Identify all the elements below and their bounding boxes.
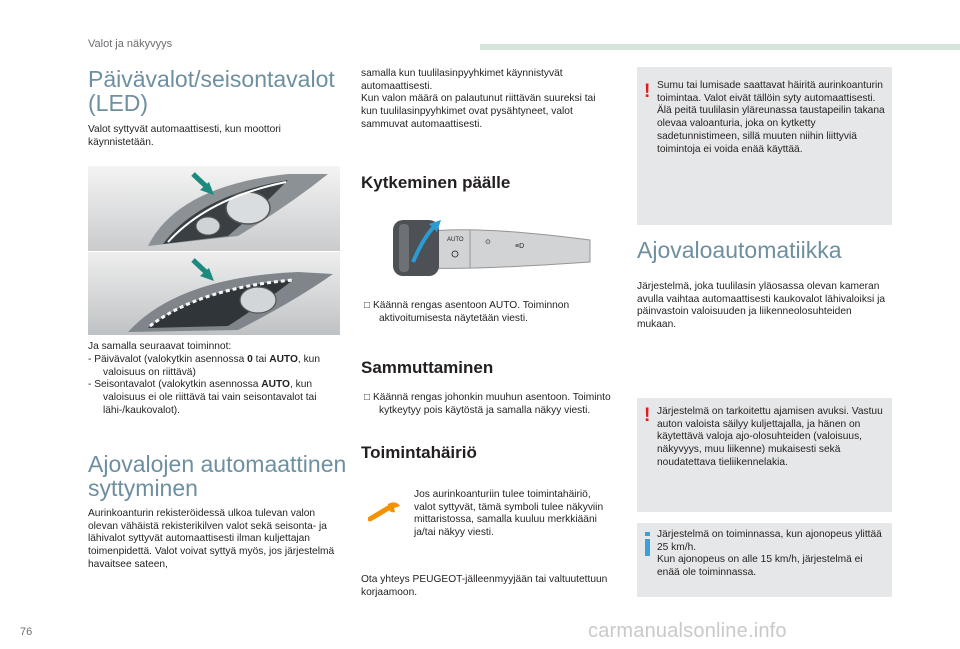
warning-icon: !: [644, 81, 651, 102]
malfunction-title: Toimintahäiriö: [361, 443, 477, 462]
page-number: 76: [20, 626, 33, 638]
malfunction-text: Jos aurinkoanturiin tulee toimintahäiriö, valot syttyvät, tämä symboli tulee näkyviin mittaristossa, samalla kuuluu merkkiääni ja/tai näkyy viesti.: [414, 489, 604, 539]
auto-headlamps-title: [88, 452, 348, 500]
switch-off-title: Sammuttaminen: [361, 358, 494, 377]
info-icon: [645, 532, 650, 556]
functions-item: - Seisontavalot (valokytkin asennossa AUTO, kun valoisuus ei ole riittävä tai vain seisontavalot tai lähi-/kaukovalot).: [88, 379, 317, 416]
switch-on-step: □ Käännä rengas asentoon AUTO. Toiminnon aktivoitumisesta näytetään viesti.: [364, 300, 570, 324]
drl-title: [88, 67, 348, 115]
header-bar: [480, 44, 960, 50]
svg-text:⊙: ⊙: [485, 239, 491, 246]
auto-text-continued: samalla kun tuulilasinpyyhkimet käynnistyvät automaattisesti. Kun valon määrä on palautunut riittävän suureksi tai kun tuulilasinpyyhkimet ovat pysähtyneet, valot sammuvat automaattisesti.: [361, 68, 596, 130]
drl-title-line2: (LED): [88, 90, 149, 116]
auto-text: Aurinkoanturin rekisteröidessä ulkoa tulevan valon olevan vähäistä rekisterikilven valot sekä seisonta- ja lähivalot syttyvät automaattisesti ilman kuljettajan toimenpidettä. Valot voivat syttyä myös, jos järjestelmä havaitsee sateen,: [88, 508, 335, 570]
warning-box-assist: [637, 398, 892, 512]
drl-title-line1: Päivävalot/seisontavalot: [88, 66, 335, 92]
section-label: Valot ja näkyvyys: [88, 38, 173, 50]
functions-list: [88, 354, 340, 418]
auto-title-line1: Ajovalojen automaattinen: [88, 451, 347, 477]
warning-assist-text: Järjestelmä on tarkoitettu ajamisen avuksi. Vastuu auton valoista säilyy kuljettajalla, ja hänen on käytettävä valoja ajo-olosuhteiden (valoisuus, näkyvyys, muu liikenne) mukaisesti sekä noudatettava tieliikennelakia.: [657, 406, 883, 468]
wrench-icon: [368, 500, 402, 522]
headlight-image-1: [88, 166, 340, 251]
auto-beam-title: Ajovaloautomatiikka: [637, 237, 842, 263]
warning-icon: !: [644, 405, 651, 426]
headlight-image-2: [88, 252, 340, 335]
switch-on-title: Kytkeminen päälle: [361, 173, 511, 192]
warning-box-sensor: [637, 67, 892, 225]
warning-sensor-text: Sumu tai lumisade saattavat häiritä aurinkoanturin toimintaa. Valot eivät tällöin syty automaattisesti. Älä peitä tuulilasin yläreunassa taustapeilin takana olevaa valoanturia, joka on kytketty sadetunnistimeen, sillä muuten niihin liittyviä toimintoja ei voida enää käyttää.: [657, 80, 885, 155]
info-box-speed: [637, 523, 892, 597]
switch-off-step: □ Käännä rengas johonkin muuhun asentoon. Toiminto kytkeytyy pois käytöstä ja samalla näkyy viesti.: [364, 392, 611, 416]
functions-intro: Ja samalla seuraavat toiminnot:: [88, 341, 232, 352]
dealer-contact: Ota yhteys PEUGEOT-jälleenmyyjään tai valtuutettuun korjaamoon.: [361, 574, 608, 598]
watermark: carmanualsonline.info: [588, 620, 787, 642]
light-stalk-image: [385, 210, 595, 285]
auto-title-line2: syttyminen: [88, 475, 198, 501]
functions-item: - Päivävalot (valokytkin asennossa 0 tai AUTO, kun valoisuus on riittävä): [88, 354, 320, 378]
svg-text:≡D: ≡D: [515, 243, 525, 250]
drl-intro: Valot syttyvät automaattisesti, kun moottori käynnistetään.: [88, 124, 281, 148]
info-speed-text: Järjestelmä on toiminnassa, kun ajonopeus ylittää 25 km/h. Kun ajonopeus on alle 15 km/h, järjestelmä ei enää ole toiminnassa.: [657, 529, 882, 579]
auto-beam-text: Järjestelmä, joka tuulilasin yläosassa olevan kameran avulla vaihtaa automaattisesti kaukovalot lähivaloiksi ja päinvastoin valoisuuden ja liikenneolosuhteiden mukaan.: [637, 281, 886, 331]
stalk-auto-label: AUTO: [447, 237, 464, 243]
